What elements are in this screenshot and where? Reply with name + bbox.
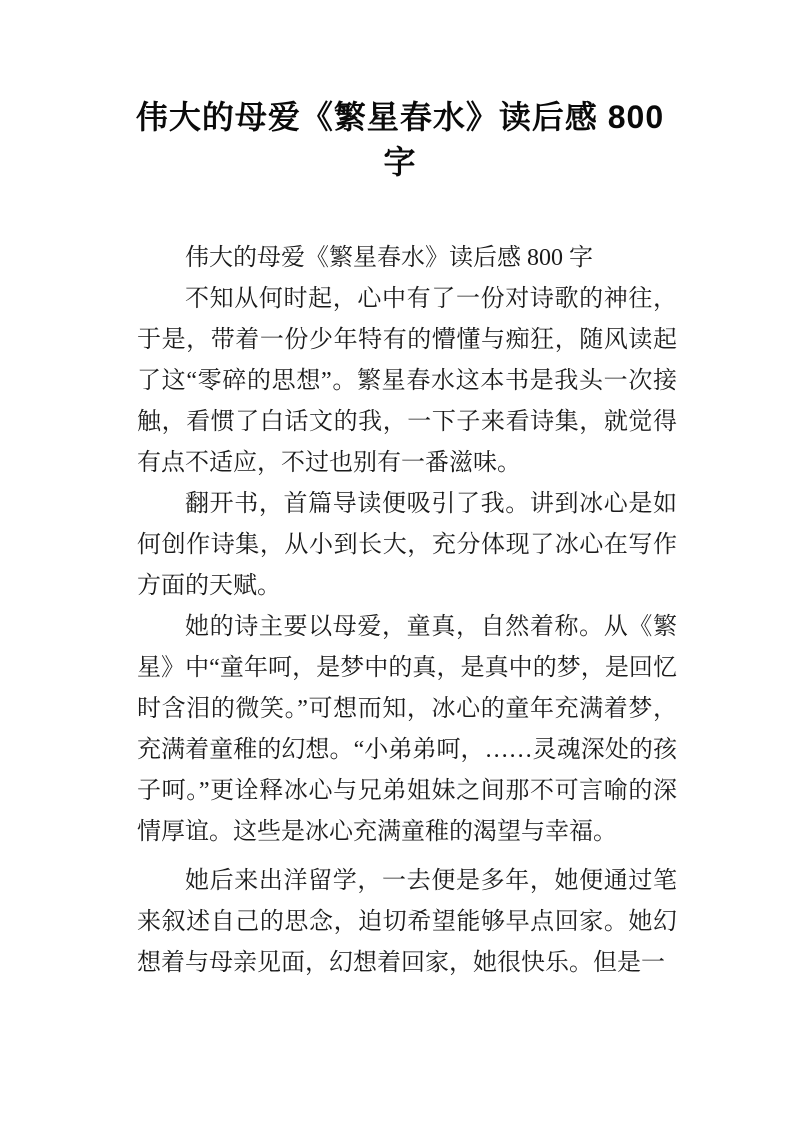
document-body xyxy=(137,238,677,984)
body-paragraph-repeat-title: 伟大的母爱《繁星春水》读后感 800 字 xyxy=(185,245,593,271)
body-paragraph-poetry-themes: 她的诗主要以母爱，童真，自然着称。从《繁星》中“童年呵，是梦中的真，是真中的梦，是回忆时含泪的微笑。”可想而知，冰心的童年充满着梦，充满着童稚的幻想。“小弟弟呵，……灵魂深处的孩子呵。”更诠释冰心与兄弟姐妹之间那不可言喻的深情厚谊。这些是冰心充满童稚的渴望与幸福。 xyxy=(137,614,677,845)
title-line-2: 字 xyxy=(383,144,417,180)
title-line-1: 伟大的母爱《繁星春水》读后感 800 xyxy=(135,99,665,135)
document-title xyxy=(0,95,800,185)
body-paragraph-study-abroad: 她后来出洋留学，一去便是多年，她便通过笔来叙述自己的思念，迫切希望能够早点回家。她幻想着与母亲见面，幻想着回家，她很快乐。但是一 xyxy=(137,868,677,976)
body-paragraph-intro: 不知从何时起，心中有了一份对诗歌的神往，于是，带着一份少年特有的懵懂与痴狂，随风读起了这“零碎的思想”。繁星春水这本书是我头一次接触，看惯了白话文的我，一下子来看诗集，就觉得有点不适应，不过也别有一番滋味。 xyxy=(137,286,677,476)
body-paragraph-opening-book: 翻开书，首篇导读便吸引了我。讲到冰心是如何创作诗集，从小到长大，充分体现了冰心在写作方面的天赋。 xyxy=(137,491,677,599)
